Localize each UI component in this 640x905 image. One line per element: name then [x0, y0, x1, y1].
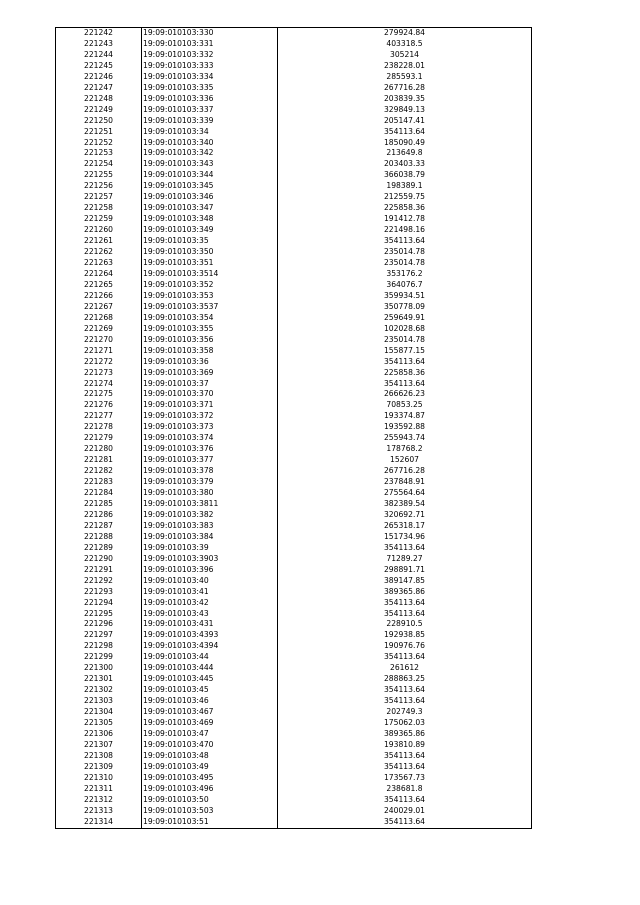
row-number: 221251 [84, 126, 113, 136]
cadastral-number: 19:09:010103:36 [142, 357, 278, 368]
row-number: 221298 [84, 641, 113, 651]
cadastral-value: 354113.64 [278, 357, 532, 368]
table-row [56, 576, 532, 587]
row-number: 221258 [84, 203, 113, 213]
table-row [56, 619, 532, 630]
row-number: 221306 [84, 729, 113, 738]
cadastral-number: 19:09:010103:3811 [142, 499, 278, 510]
cadastral-number: 19:09:010103:46 [142, 696, 278, 707]
row-number: 221248 [84, 93, 113, 103]
table-row [56, 159, 532, 170]
row-number: 221250 [84, 115, 113, 125]
table-row [56, 357, 532, 368]
cadastral-value: 203403.33 [278, 159, 532, 170]
row-number: 221312 [84, 794, 113, 804]
table-row [56, 466, 532, 477]
cadastral-number: 19:09:010103:342 [142, 148, 278, 159]
cadastral-value: 354113.64 [278, 598, 532, 609]
cadastral-value: 225858.36 [278, 203, 532, 214]
cadastral-value: 354113.64 [278, 696, 532, 707]
cadastral-number: 19:09:010103:335 [142, 83, 278, 94]
cadastral-number: 19:09:010103:356 [142, 335, 278, 346]
table-row [56, 587, 532, 598]
cadastral-number: 19:09:010103:444 [142, 663, 278, 674]
table-row [56, 335, 532, 346]
row-number: 221257 [84, 192, 113, 202]
cadastral-number: 19:09:010103:350 [142, 247, 278, 258]
cadastral-number: 19:09:010103:369 [142, 368, 278, 379]
cadastral-value: 175062.03 [278, 718, 532, 729]
row-number: 221267 [84, 301, 113, 311]
row-number: 221307 [84, 739, 113, 749]
cadastral-number: 19:09:010103:349 [142, 225, 278, 236]
row-number: 221291 [84, 564, 113, 574]
cadastral-number: 19:09:010103:340 [142, 138, 278, 149]
table-row [56, 192, 532, 203]
cadastral-value: 353176.2 [278, 269, 532, 280]
cadastral-number: 19:09:010103:334 [142, 72, 278, 83]
table-row [56, 346, 532, 357]
cadastral-number: 19:09:010103:358 [142, 346, 278, 357]
cadastral-value: 354113.64 [278, 236, 532, 247]
cadastral-value: 155877.15 [278, 346, 532, 357]
cadastral-value: 366038.79 [278, 170, 532, 181]
cadastral-value: 267716.28 [278, 83, 532, 94]
cadastral-number: 19:09:010103:384 [142, 532, 278, 543]
cadastral-value: 240029.01 [278, 806, 532, 817]
table-row [56, 148, 532, 159]
table-row [56, 291, 532, 302]
cadastral-number: 19:09:010103:344 [142, 170, 278, 181]
cadastral-value: 354113.64 [278, 127, 532, 138]
cadastral-value: 192938.85 [278, 630, 532, 641]
cadastral-value: 389147.85 [278, 576, 532, 587]
table-row [56, 28, 532, 39]
table-row [56, 729, 532, 740]
row-number: 221293 [84, 586, 113, 596]
table-row [56, 477, 532, 488]
row-number: 221311 [84, 783, 113, 793]
row-number: 221290 [84, 553, 113, 563]
cadastral-number: 19:09:010103:431 [142, 619, 278, 630]
cadastral-number: 19:09:010103:495 [142, 773, 278, 784]
table-row [56, 444, 532, 455]
cadastral-number: 19:09:010103:51 [142, 817, 278, 828]
row-number: 221243 [84, 38, 113, 48]
table-row [56, 258, 532, 269]
cadastral-number: 19:09:010103:339 [142, 116, 278, 127]
cadastral-value: 354113.64 [278, 543, 532, 554]
table-row [56, 170, 532, 181]
cadastral-number: 19:09:010103:469 [142, 718, 278, 729]
cadastral-value: 237848.91 [278, 477, 532, 488]
cadastral-value: 191412.78 [278, 214, 532, 225]
cadastral-number: 19:09:010103:336 [142, 94, 278, 105]
table-row [56, 422, 532, 433]
cadastral-number: 19:09:010103:34 [142, 127, 278, 138]
cadastral-number: 19:09:010103:332 [142, 50, 278, 61]
row-number: 221268 [84, 312, 113, 322]
cadastral-number: 19:09:010103:503 [142, 806, 278, 817]
cadastral-number: 19:09:010103:372 [142, 411, 278, 422]
cadastral-value: 203839.35 [278, 94, 532, 105]
cadastral-number: 19:09:010103:383 [142, 521, 278, 532]
cadastral-number: 19:09:010103:343 [142, 159, 278, 170]
row-number: 221271 [84, 345, 113, 355]
table-row [56, 138, 532, 149]
row-number: 221314 [84, 816, 113, 826]
table-row [56, 598, 532, 609]
table-row [56, 488, 532, 499]
table-row [56, 795, 532, 806]
table-row [56, 510, 532, 521]
row-number: 221294 [84, 597, 113, 607]
cadastral-value: 235014.78 [278, 335, 532, 346]
cadastral-number: 19:09:010103:333 [142, 61, 278, 72]
row-number: 221264 [84, 268, 113, 278]
table-row [56, 94, 532, 105]
row-number: 221274 [84, 378, 113, 388]
cadastral-value: 354113.64 [278, 817, 532, 828]
row-number: 221270 [84, 334, 113, 344]
row-number: 221266 [84, 290, 113, 300]
table-row [56, 105, 532, 116]
row-number: 221300 [84, 663, 113, 673]
row-number: 221295 [84, 608, 113, 618]
row-number: 221280 [84, 444, 113, 454]
cadastral-value: 354113.64 [278, 762, 532, 773]
cadastral-number: 19:09:010103:4394 [142, 641, 278, 652]
cadastral-number: 19:09:010103:37 [142, 379, 278, 390]
table-row [56, 83, 532, 94]
row-number: 221247 [84, 82, 113, 92]
table-row [56, 389, 532, 400]
table-row [56, 225, 532, 236]
cadastral-number: 19:09:010103:4393 [142, 630, 278, 641]
row-number: 221304 [84, 707, 113, 717]
row-number: 221308 [84, 750, 113, 760]
row-number: 221303 [84, 696, 113, 706]
table-row [56, 39, 532, 50]
cadastral-number: 19:09:010103:48 [142, 751, 278, 762]
cadastral-value: 70853.25 [278, 400, 532, 411]
cadastral-value: 152607 [278, 455, 532, 466]
cadastral-value: 71289.27 [278, 554, 532, 565]
row-number: 221281 [84, 455, 113, 465]
cadastral-number: 19:09:010103:50 [142, 795, 278, 806]
cadastral-number: 19:09:010103:373 [142, 422, 278, 433]
cadastral-number: 19:09:010103:35 [142, 236, 278, 247]
cadastral-number: 19:09:010103:45 [142, 685, 278, 696]
row-number: 221278 [84, 422, 113, 432]
row-number: 221249 [84, 104, 113, 114]
cadastral-number: 19:09:010103:445 [142, 674, 278, 685]
row-number: 221246 [84, 71, 113, 81]
table-row [56, 740, 532, 751]
cadastral-value: 235014.78 [278, 258, 532, 269]
row-number: 221259 [84, 214, 113, 224]
cadastral-number: 19:09:010103:330 [142, 28, 278, 39]
cadastral-value: 178768.2 [278, 444, 532, 455]
cadastral-number: 19:09:010103:371 [142, 400, 278, 411]
cadastral-value: 298891.71 [278, 565, 532, 576]
row-number: 221276 [84, 400, 113, 410]
table-row [56, 433, 532, 444]
row-number: 221253 [84, 148, 113, 158]
row-number: 221313 [84, 805, 113, 815]
cadastral-value: 213649.8 [278, 148, 532, 159]
table-row [56, 127, 532, 138]
table-row [56, 324, 532, 335]
row-number: 221265 [84, 279, 113, 289]
table-row [56, 696, 532, 707]
table-row [56, 411, 532, 422]
table-row [56, 565, 532, 576]
table-row [56, 269, 532, 280]
table-row [56, 302, 532, 313]
table-row [56, 400, 532, 411]
cadastral-number: 19:09:010103:370 [142, 389, 278, 400]
cadastral-number: 19:09:010103:374 [142, 433, 278, 444]
cadastral-value: 238681.8 [278, 784, 532, 795]
row-number: 221277 [84, 411, 113, 421]
table-row [56, 72, 532, 83]
table-row [56, 203, 532, 214]
cadastral-number: 19:09:010103:345 [142, 181, 278, 192]
table-row [56, 499, 532, 510]
cadastral-value: 102028.68 [278, 324, 532, 335]
table-row [56, 718, 532, 729]
row-number: 221242 [84, 28, 113, 37]
table-row [56, 247, 532, 258]
row-number: 221301 [84, 674, 113, 684]
row-number: 221297 [84, 630, 113, 640]
cadastral-value: 198389.1 [278, 181, 532, 192]
table-row [56, 609, 532, 620]
table-row [56, 116, 532, 127]
cadastral-number: 19:09:010103:49 [142, 762, 278, 773]
cadastral-value: 221498.16 [278, 225, 532, 236]
cadastral-number: 19:09:010103:347 [142, 203, 278, 214]
cadastral-number: 19:09:010103:376 [142, 444, 278, 455]
cadastral-value: 354113.64 [278, 379, 532, 390]
cadastral-number: 19:09:010103:3514 [142, 269, 278, 280]
cadastral-value: 275564.64 [278, 488, 532, 499]
table-row [56, 630, 532, 641]
cadastral-number: 19:09:010103:377 [142, 455, 278, 466]
cadastral-value: 320692.71 [278, 510, 532, 521]
row-number: 221302 [84, 685, 113, 695]
cadastral-value-table [55, 27, 532, 829]
cadastral-number: 19:09:010103:354 [142, 313, 278, 324]
row-number: 221273 [84, 367, 113, 377]
cadastral-value: 382389.54 [278, 499, 532, 510]
row-number: 221272 [84, 356, 113, 366]
cadastral-value: 193592.88 [278, 422, 532, 433]
table-row [56, 214, 532, 225]
table-body [56, 28, 532, 829]
cadastral-number: 19:09:010103:352 [142, 280, 278, 291]
cadastral-number: 19:09:010103:39 [142, 543, 278, 554]
cadastral-value: 205147.41 [278, 116, 532, 127]
cadastral-value: 354113.64 [278, 609, 532, 620]
cadastral-value: 228910.5 [278, 619, 532, 630]
cadastral-number: 19:09:010103:40 [142, 576, 278, 587]
cadastral-value: 389365.86 [278, 729, 532, 740]
cadastral-value: 354113.64 [278, 685, 532, 696]
table-row [56, 784, 532, 795]
row-number: 221252 [84, 137, 113, 147]
cadastral-number: 19:09:010103:41 [142, 587, 278, 598]
row-number: 221275 [84, 389, 113, 399]
cadastral-number: 19:09:010103:396 [142, 565, 278, 576]
row-number: 221288 [84, 531, 113, 541]
cadastral-value: 238228.01 [278, 61, 532, 72]
row-number: 221296 [84, 619, 113, 629]
table-row [56, 280, 532, 291]
cadastral-value: 267716.28 [278, 466, 532, 477]
cadastral-value: 235014.78 [278, 247, 532, 258]
cadastral-value: 151734.96 [278, 532, 532, 543]
cadastral-value: 225858.36 [278, 368, 532, 379]
cadastral-value: 350778.09 [278, 302, 532, 313]
table-row [56, 652, 532, 663]
cadastral-value: 329849.13 [278, 105, 532, 116]
cadastral-number: 19:09:010103:42 [142, 598, 278, 609]
cadastral-number: 19:09:010103:379 [142, 477, 278, 488]
table-row [56, 368, 532, 379]
cadastral-number: 19:09:010103:382 [142, 510, 278, 521]
cadastral-number: 19:09:010103:355 [142, 324, 278, 335]
row-number: 221305 [84, 718, 113, 728]
table-row [56, 751, 532, 762]
row-number: 221299 [84, 652, 113, 662]
cadastral-value: 305214 [278, 50, 532, 61]
cadastral-number: 19:09:010103:348 [142, 214, 278, 225]
cadastral-value: 279924.84 [278, 28, 532, 39]
cadastral-value: 193810.89 [278, 740, 532, 751]
row-number: 221289 [84, 542, 113, 552]
row-number: 221309 [84, 761, 113, 771]
table-row [56, 379, 532, 390]
table-row [56, 674, 532, 685]
cadastral-value: 261612 [278, 663, 532, 674]
cadastral-number: 19:09:010103:337 [142, 105, 278, 116]
table-row [56, 236, 532, 247]
row-number: 221262 [84, 247, 113, 257]
cadastral-value: 354113.64 [278, 652, 532, 663]
row-number: 221286 [84, 509, 113, 519]
cadastral-value: 190976.76 [278, 641, 532, 652]
table-row [56, 313, 532, 324]
row-number: 221256 [84, 181, 113, 191]
cadastral-number: 19:09:010103:470 [142, 740, 278, 751]
cadastral-number: 19:09:010103:3537 [142, 302, 278, 313]
row-number: 221261 [84, 236, 113, 246]
table-row [56, 685, 532, 696]
cadastral-value: 288863.25 [278, 674, 532, 685]
cadastral-number: 19:09:010103:346 [142, 192, 278, 203]
row-number: 221285 [84, 498, 113, 508]
cadastral-number: 19:09:010103:3903 [142, 554, 278, 565]
cadastral-value: 202749.3 [278, 707, 532, 718]
cadastral-number: 19:09:010103:47 [142, 729, 278, 740]
row-number: 221283 [84, 477, 113, 487]
row-number: 221244 [84, 49, 113, 59]
cadastral-number: 19:09:010103:44 [142, 652, 278, 663]
cadastral-value: 285593.1 [278, 72, 532, 83]
row-number: 221292 [84, 575, 113, 585]
table-row [56, 532, 532, 543]
data-sheet [55, 27, 531, 829]
row-number: 221287 [84, 520, 113, 530]
cadastral-number: 19:09:010103:496 [142, 784, 278, 795]
cadastral-value: 185090.49 [278, 138, 532, 149]
row-number: 221282 [84, 466, 113, 476]
table-row [56, 50, 532, 61]
cadastral-number: 19:09:010103:43 [142, 609, 278, 620]
table-row [56, 773, 532, 784]
cadastral-value: 173567.73 [278, 773, 532, 784]
row-number: 221260 [84, 225, 113, 235]
cadastral-value: 212559.75 [278, 192, 532, 203]
table-row [56, 806, 532, 817]
table-row [56, 707, 532, 718]
table-row [56, 641, 532, 652]
cadastral-number: 19:09:010103:467 [142, 707, 278, 718]
table-row [56, 663, 532, 674]
table-row [56, 61, 532, 72]
row-number: 221284 [84, 488, 113, 498]
cadastral-number: 19:09:010103:331 [142, 39, 278, 50]
cadastral-value: 255943.74 [278, 433, 532, 444]
cadastral-value: 359934.51 [278, 291, 532, 302]
cadastral-number: 19:09:010103:351 [142, 258, 278, 269]
cadastral-value: 193374.87 [278, 411, 532, 422]
row-number: 221310 [84, 772, 113, 782]
table-row [56, 817, 532, 828]
cadastral-number: 19:09:010103:353 [142, 291, 278, 302]
table-row [56, 455, 532, 466]
cadastral-value: 354113.64 [278, 795, 532, 806]
cadastral-number: 19:09:010103:378 [142, 466, 278, 477]
table-row [56, 762, 532, 773]
table-row [56, 181, 532, 192]
cadastral-value: 266626.23 [278, 389, 532, 400]
cadastral-value: 265318.17 [278, 521, 532, 532]
cadastral-value: 364076.7 [278, 280, 532, 291]
row-number: 221279 [84, 433, 113, 443]
row-number: 221245 [84, 60, 113, 70]
row-number: 221254 [84, 159, 113, 169]
cadastral-value: 354113.64 [278, 751, 532, 762]
row-number: 221269 [84, 323, 113, 333]
cadastral-number: 19:09:010103:380 [142, 488, 278, 499]
cadastral-value: 403318.5 [278, 39, 532, 50]
cadastral-value: 389365.86 [278, 587, 532, 598]
table-row [56, 554, 532, 565]
table-row [56, 521, 532, 532]
row-number: 221263 [84, 258, 113, 268]
table-row [56, 543, 532, 554]
row-number: 221255 [84, 170, 113, 180]
cadastral-value: 259649.91 [278, 313, 532, 324]
